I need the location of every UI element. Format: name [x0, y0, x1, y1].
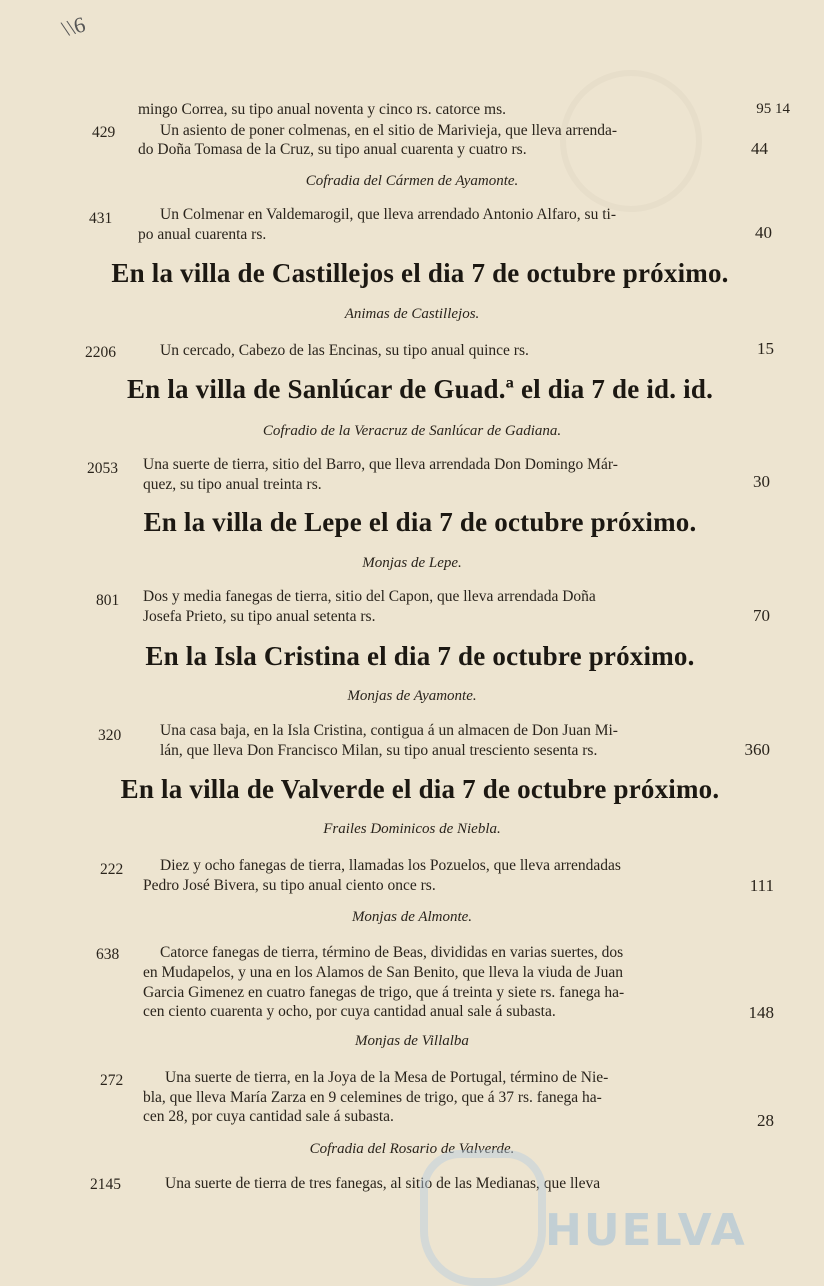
faint-stamp-mark [560, 70, 702, 212]
entry-line: Un cercado, Cabezo de las Encinas, su tipo anual quince rs. [160, 342, 529, 359]
entry-number: 2053 [87, 460, 118, 477]
corner-pencil-mark: \\6 [59, 11, 88, 42]
section-subheading: Animas de Castillejos. [344, 306, 480, 322]
entry-number: 638 [96, 946, 120, 963]
entry-number: 2206 [85, 344, 116, 361]
entry-price: 70 [753, 606, 770, 625]
entry-line: do Doña Tomasa de la Cruz, su tipo anual cuarenta y cuatro rs. [138, 141, 527, 158]
section-heading: En la villa de Valverde el dia 7 de octubre próximo. [120, 774, 720, 804]
entry-line: Pedro José Bivera, su tipo anual ciento once rs. [143, 877, 436, 894]
entry-number: 272 [100, 1072, 124, 1089]
section-subheading: Monjas de Almonte. [351, 909, 473, 925]
section-heading: En la villa de Lepe el dia 7 de octubre próximo. [143, 507, 697, 537]
archive-seal-watermark [420, 1150, 546, 1286]
entry-price: 44 [751, 139, 768, 158]
entry-line: Un Colmenar en Valdemarogil, que lleva arrendado Antonio Alfaro, su ti- [160, 206, 616, 223]
section-subheading: Monjas de Villalba [355, 1033, 469, 1049]
section-heading: En la villa de Castillejos el dia 7 de octubre próximo. [111, 258, 729, 288]
entry-line: Una suerte de tierra, sitio del Barro, que lleva arrendada Don Domingo Már- [143, 456, 618, 473]
archive-watermark: HUELVA [545, 1205, 747, 1256]
entry-price: 40 [755, 223, 772, 242]
entry-line: cen ciento cuarenta y ocho, por cuya cantidad anual sale á subasta. [143, 1003, 556, 1020]
entry-line: Un asiento de poner colmenas, en el sitio de Marivieja, que lleva arrenda- [160, 122, 618, 139]
entry-line: Una suerte de tierra de tres fanegas, al sitio de las Medianas, que lleva [165, 1175, 601, 1192]
entry-line: cen 28, por cuya cantidad sale á subasta. [143, 1108, 394, 1125]
entry-price: 360 [744, 740, 770, 759]
entry-price: 30 [753, 472, 770, 491]
entry-number: 429 [92, 124, 116, 141]
entry-line: Una suerte de tierra, en la Joya de la Mesa de Portugal, término de Nie- [165, 1069, 609, 1086]
entry-price: 15 [757, 339, 774, 358]
entry-line: Catorce fanegas de tierra, término de Beas, divididas en varias suertes, dos [160, 944, 624, 961]
entry-line: bla, que lleva María Zarza en 9 celemines de trigo, que á 37 rs. fanega ha- [143, 1089, 602, 1106]
entry-price: 111 [749, 876, 774, 895]
section-heading: En la villa de Sanlúcar de Guad.ª el dia 7 de id. id. [126, 374, 714, 404]
entry-price: 95 14 [756, 101, 790, 117]
entry-line: mingo Correa, su tipo anual noventa y cinco rs. catorce ms. [138, 101, 507, 118]
entry-line: lán, que lleva Don Francisco Milan, su tipo anual tresciento sesenta rs. [160, 742, 598, 759]
section-subheading: Monjas de Ayamonte. [347, 688, 477, 704]
entry-number: 320 [98, 727, 122, 744]
entry-number: 801 [96, 592, 120, 609]
entry-line: Una casa baja, en la Isla Cristina, contigua á un almacen de Don Juan Mi- [160, 722, 618, 739]
section-subheading: Cofradia del Cármen de Ayamonte. [305, 173, 519, 189]
entry-number: 431 [89, 210, 113, 227]
section-subheading: Monjas de Lepe. [362, 555, 462, 571]
entry-price: 28 [757, 1111, 774, 1130]
entry-line: Diez y ocho fanegas de tierra, llamadas los Pozuelos, que lleva arrendadas [160, 857, 621, 874]
entry-line: Garcia Gimenez en cuatro fanegas de trigo, que á treinta y siete rs. fanega ha- [143, 984, 625, 1001]
section-subheading: Cofradia del Rosario de Valverde. [309, 1141, 515, 1157]
entry-price: 148 [748, 1003, 774, 1022]
entry-line: po anual cuarenta rs. [138, 226, 267, 243]
section-subheading: Frailes Dominicos de Niebla. [323, 821, 501, 837]
entry-line: en Mudapelos, y una en los Alamos de San Benito, que lleva la viuda de Juan [143, 964, 623, 981]
entry-number: 222 [100, 861, 124, 878]
entry-line: quez, su tipo anual treinta rs. [143, 476, 322, 493]
section-heading: En la Isla Cristina el dia 7 de octubre próximo. [145, 641, 695, 671]
entry-number: 2145 [90, 1176, 121, 1193]
entry-line: Josefa Prieto, su tipo anual setenta rs. [143, 608, 376, 625]
entry-line: Dos y media fanegas de tierra, sitio del Capon, que lleva arrendada Doña [143, 588, 596, 605]
section-subheading: Cofradio de la Veracruz de Sanlúcar de Gadiana. [262, 423, 562, 439]
